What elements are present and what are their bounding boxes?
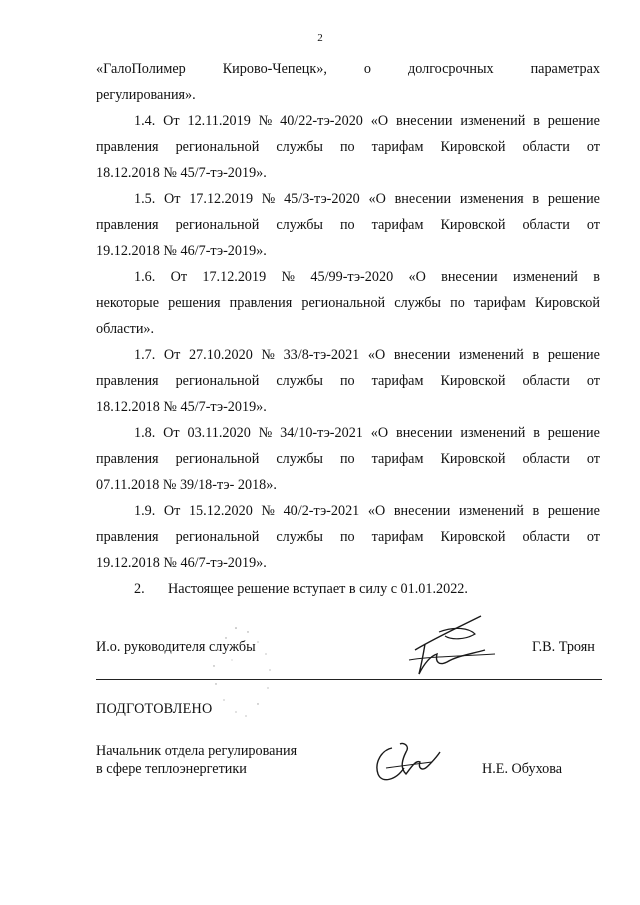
signature-1-icon bbox=[395, 610, 505, 682]
item-1-7: 1.7. От 27.10.2020 № 33/8-тэ-2021 «О внесении изменений в решение правления региональной службы по тарифам Кировской области от 18.12.2018 № 45/7-тэ-2019». bbox=[96, 347, 600, 415]
item-1-8: 1.8. От 03.11.2020 № 34/10-тэ-2021 «О внесении изменений в решение правления региональной службы по тарифам Кировской области от 07.11.2018 № 39/18-тэ- 2018». bbox=[96, 425, 600, 493]
head-role bbox=[96, 742, 297, 778]
clause-2-text: Настоящее решение вступает в силу с 01.01.2022. bbox=[168, 581, 468, 597]
clause-2-number: 2. bbox=[134, 581, 145, 597]
head-role-line-1: Начальник отдела регулирования bbox=[96, 743, 298, 759]
intro-line-1: «ГалоПолимер Кирово-Чепецк», о долгосрочных параметрах bbox=[96, 61, 600, 77]
signature-2-icon bbox=[366, 738, 448, 786]
head-role-line-2: в сфере теплоэнергетики bbox=[96, 761, 247, 777]
head-name: Н.Е. Обухова bbox=[482, 761, 563, 777]
item-1-9: 1.9. От 15.12.2020 № 40/2-тэ-2021 «О внесении изменений в решение правления региональной службы по тарифам Кировской области от 19.12.2018 № 46/7-тэ-2019». bbox=[96, 503, 600, 571]
clause-2 bbox=[96, 576, 600, 602]
item-1-4: 1.4. От 12.11.2019 № 40/22-тэ-2020 «О внесении изменений в решение правления региональной службы по тарифам Кировской области от 18.12.2018 № 45/7-тэ-2019». bbox=[96, 113, 600, 181]
signature-divider bbox=[96, 679, 602, 680]
intro-line-2: регулирования». bbox=[96, 87, 196, 103]
prepared-label: ПОДГОТОВЛЕНО bbox=[96, 701, 213, 717]
signatory-name: Г.В. Троян bbox=[532, 639, 595, 655]
page-number: 2 bbox=[317, 32, 323, 44]
signatory-role: И.о. руководителя службы bbox=[96, 639, 256, 655]
intro-paragraph bbox=[96, 56, 600, 108]
item-1-5: 1.5. От 17.12.2019 № 45/3-тэ-2020 «О внесении изменения в решение правления региональной службы по тарифам Кировской области от 19.12.2018 № 46/7-тэ-2019». bbox=[96, 191, 600, 259]
item-1-6: 1.6. От 17.12.2019 № 45/99-тэ-2020 «О внесении изменений в некоторые решения правления региональной службы по тарифам Кировской области». bbox=[96, 269, 600, 337]
